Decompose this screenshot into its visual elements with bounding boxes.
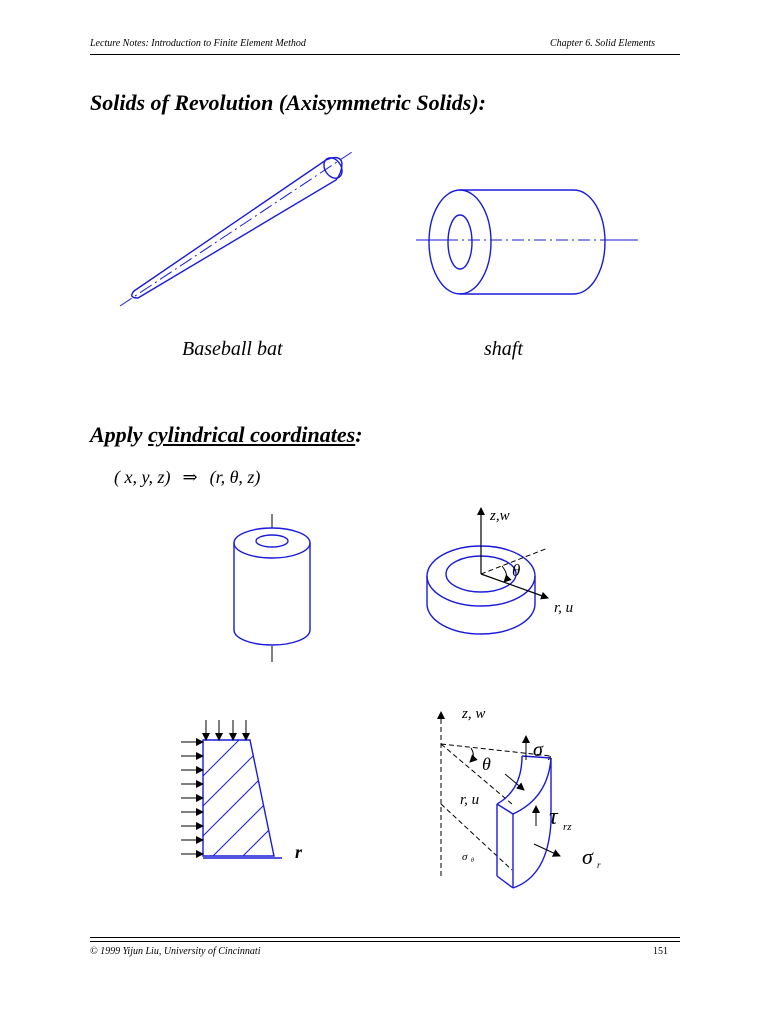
cartesian-coords: ( x, y, z) <box>114 467 171 487</box>
hollow-cylinder-figure <box>234 514 310 662</box>
stress-theta-label: θ <box>482 754 491 774</box>
sigma-r-symbol: σ <box>582 844 593 869</box>
caption-shaft: shaft <box>484 338 523 360</box>
sigma-theta-subscript: θ <box>471 858 474 864</box>
cylindrical-coords: (r, θ, z) <box>209 467 261 487</box>
section-heading-prefix: Apply <box>90 422 149 447</box>
ring-z-label: z,w <box>490 508 510 524</box>
sigma-z-subscript: z <box>548 753 552 762</box>
cross-section-element-figure <box>181 716 313 862</box>
shaft-figure <box>416 190 638 294</box>
caption-baseball-bat: Baseball bat <box>182 338 283 360</box>
footer-rule-bottom <box>90 941 680 942</box>
header-left: Lecture Notes: Introduction to Finite Element Method <box>90 38 306 49</box>
header-right: Chapter 6. Solid Elements <box>550 38 655 49</box>
implies-arrow: ⇒ <box>182 467 198 487</box>
element-r-label: r <box>295 842 303 862</box>
ring-r-label: r, u <box>554 600 574 616</box>
stress-r-label: r, u <box>460 792 480 808</box>
tau-rz-symbol: τ <box>549 804 558 830</box>
footer-left: © 1999 Yijun Liu, University of Cincinnati <box>90 946 261 957</box>
ring-theta-label: θ <box>512 561 521 580</box>
page-number: 151 <box>653 946 668 957</box>
tau-rz-subscript: rz <box>563 821 572 833</box>
page-title: Solids of Revolution (Axisymmetric Solids): <box>90 90 487 115</box>
sigma-theta-symbol: σ <box>462 851 468 863</box>
sigma-z-symbol: σ <box>533 739 543 761</box>
sigma-r-subscript: r <box>597 860 601 870</box>
stress-element-figure <box>441 706 601 888</box>
stress-z-label: z, w <box>462 706 486 722</box>
section-heading-underlined: cylindrical coordinates <box>148 422 356 447</box>
baseball-bat-figure <box>120 152 352 306</box>
section-heading-suffix: : <box>355 422 363 447</box>
footer-rule-top <box>90 937 680 938</box>
ring-coordinate-figure <box>427 508 573 634</box>
